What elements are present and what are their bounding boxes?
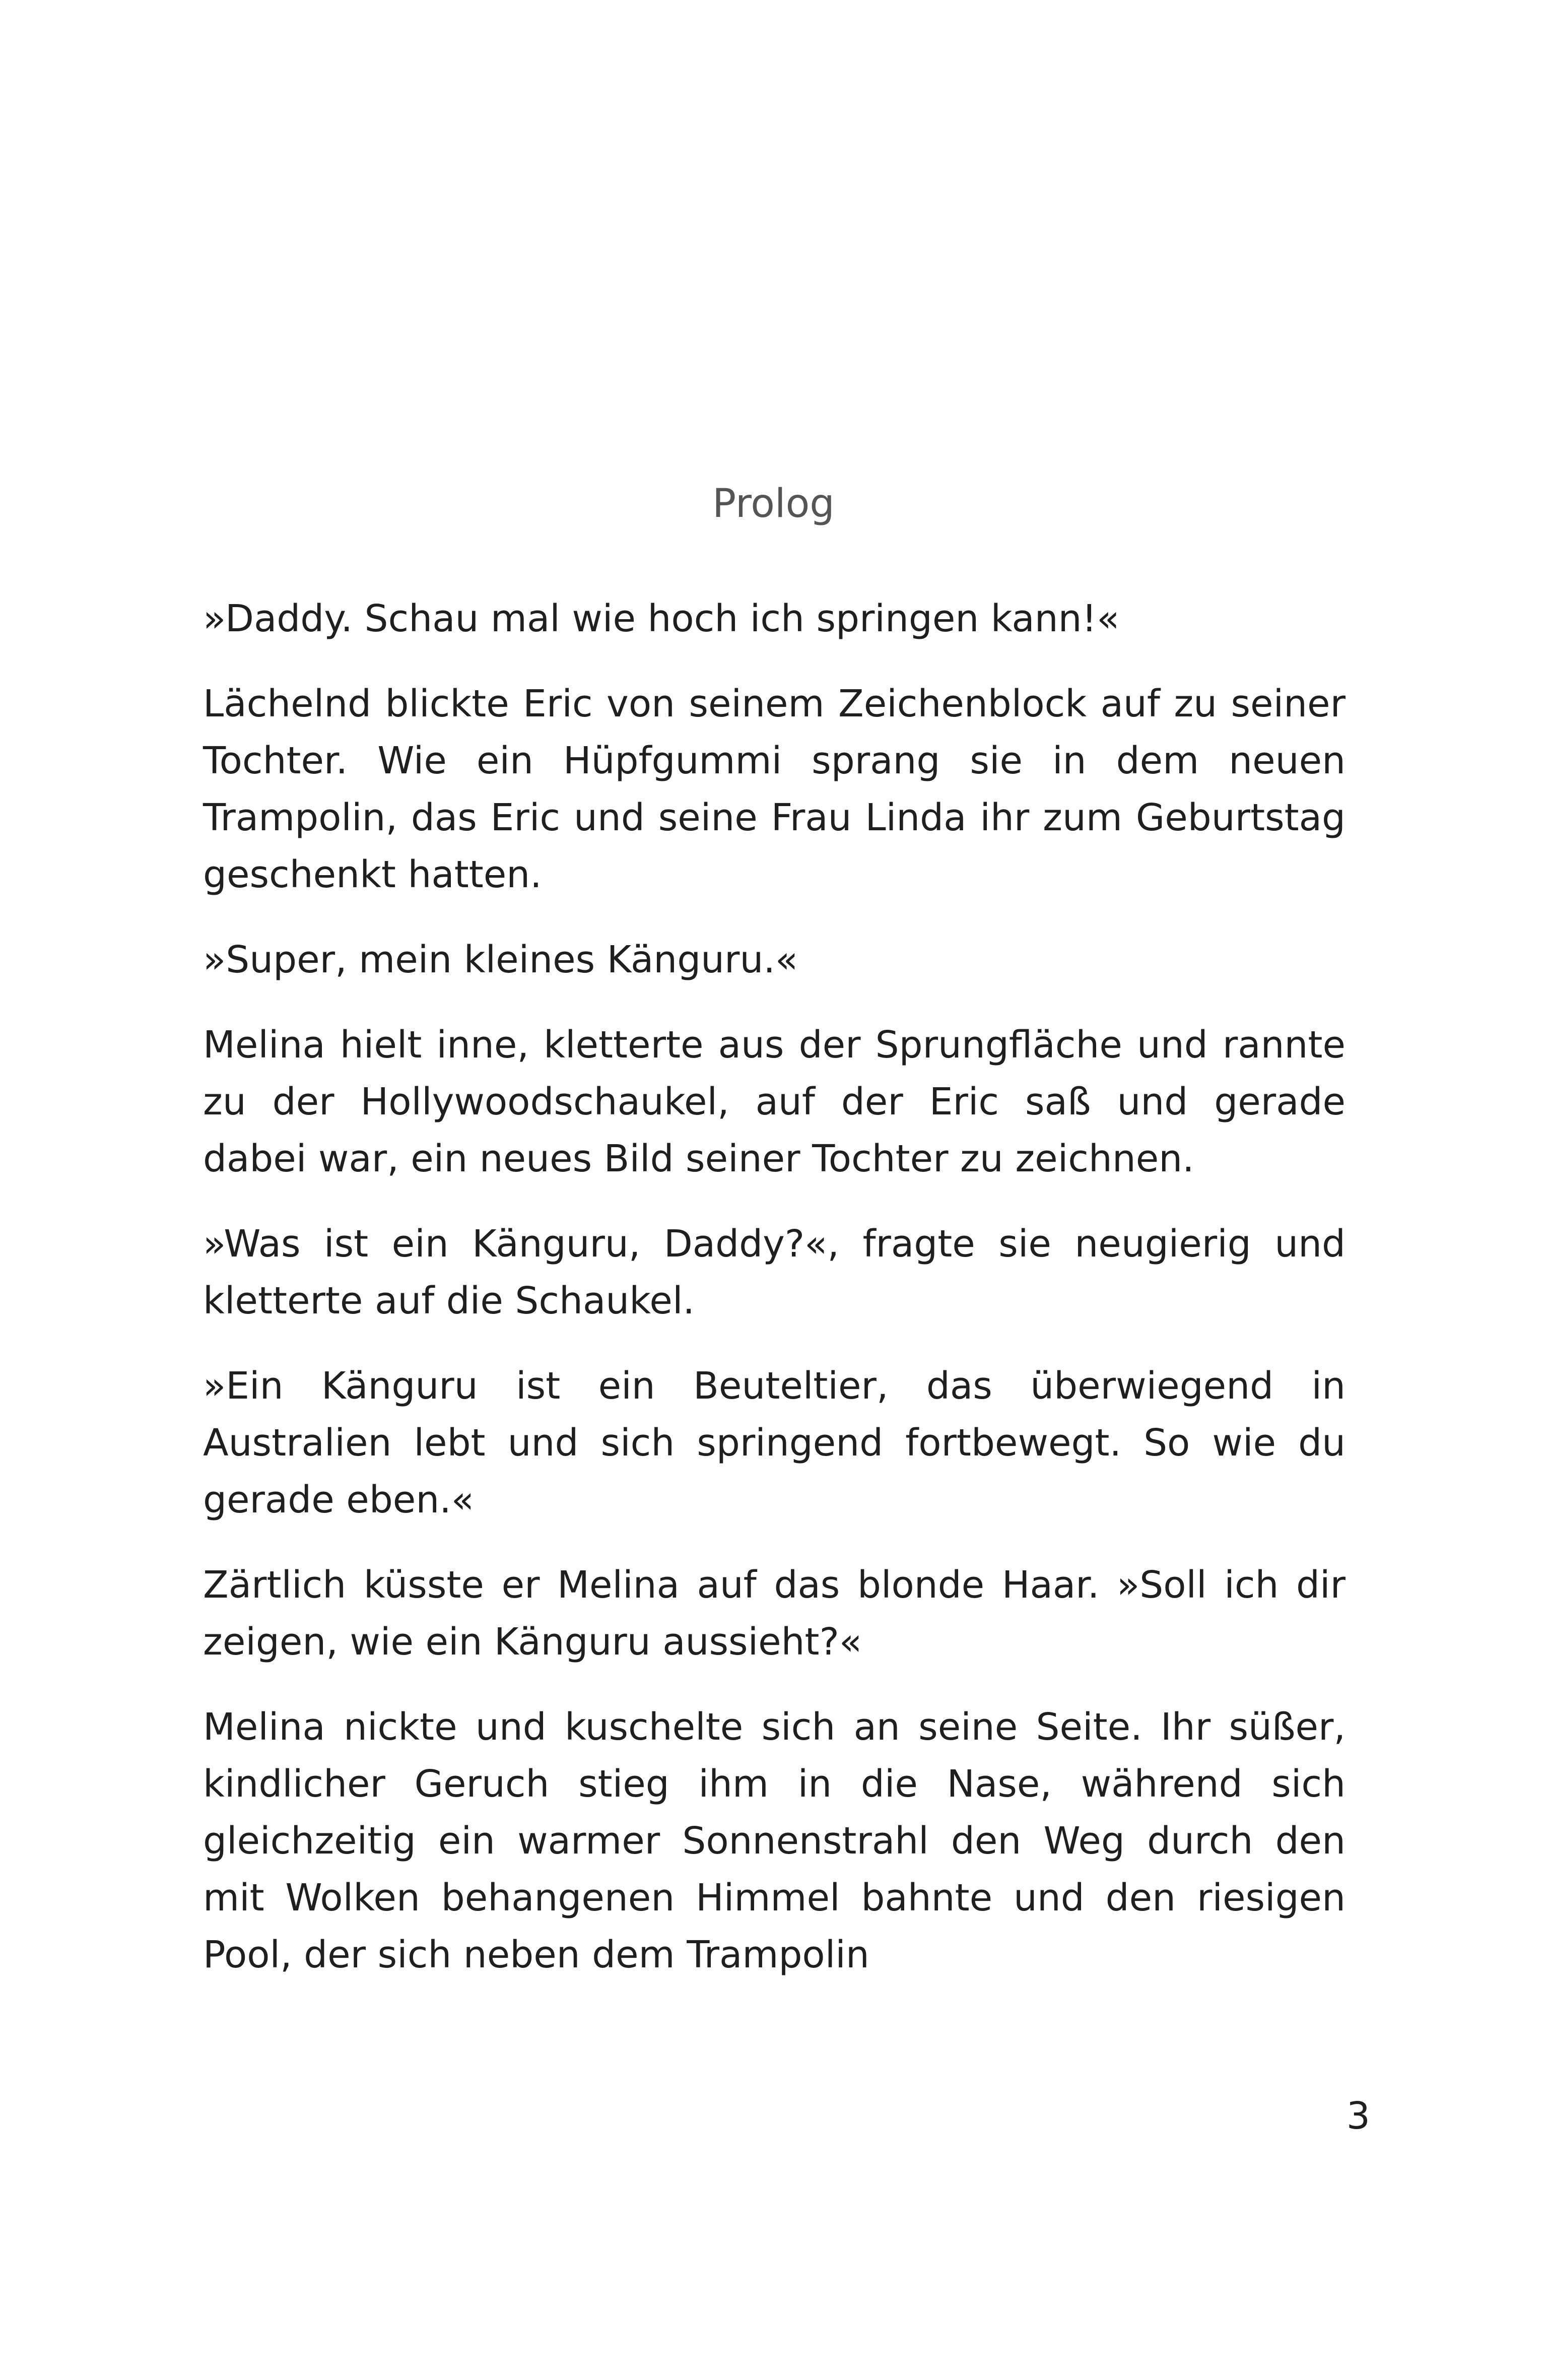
paragraph-4: Melina hielt inne, kletterte aus der Sprungfläche und rannte zu der Hollywoodschaukel, auf der Eric saß und gerade dabei war, ein neues Bild seiner Tochter zu zeichnen.	[203, 1023, 1346, 1180]
paragraph-3: »Super, mein kleines Känguru.«	[203, 938, 798, 981]
paragraph-1: »Daddy. Schau mal wie hoch ich springen kann!«	[203, 597, 1120, 640]
paragraph-5: »Was ist ein Känguru, Daddy?«, fragte sie neugierig und kletterte auf die Schaukel.	[203, 1222, 1346, 1323]
paragraph-6: »Ein Känguru ist ein Beuteltier, das überwiegend in Australien lebt und sich springend fortbewegt. So wie du gerade eben.«	[203, 1364, 1346, 1522]
page-number: 3	[1346, 2094, 1370, 2138]
paragraph-7: Zärtlich küsste er Melina auf das blonde Haar. »Soll ich dir zeigen, wie ein Känguru aussieht?«	[203, 1563, 1346, 1664]
chapter-title: Prolog	[712, 481, 835, 527]
paragraph-8: Melina nickte und kuschelte sich an seine Seite. Ihr süßer, kindlicher Geruch stieg ihm in die Nase, während sich gleichzeitig ein warmer Sonnenstrahl den Weg durch den mit Wolken behangenen Himmel bahnte und den riesigen Pool, der sich neben dem Trampolin	[203, 1705, 1346, 1976]
body-text	[203, 590, 1346, 2012]
paragraph-2: Lächelnd blickte Eric von seinem Zeichenblock auf zu seiner Tochter. Wie ein Hüpfgummi sprang sie in dem neuen Trampolin, das Eric und seine Frau Linda ihr zum Geburtstag geschenkt hatten.	[203, 682, 1346, 896]
